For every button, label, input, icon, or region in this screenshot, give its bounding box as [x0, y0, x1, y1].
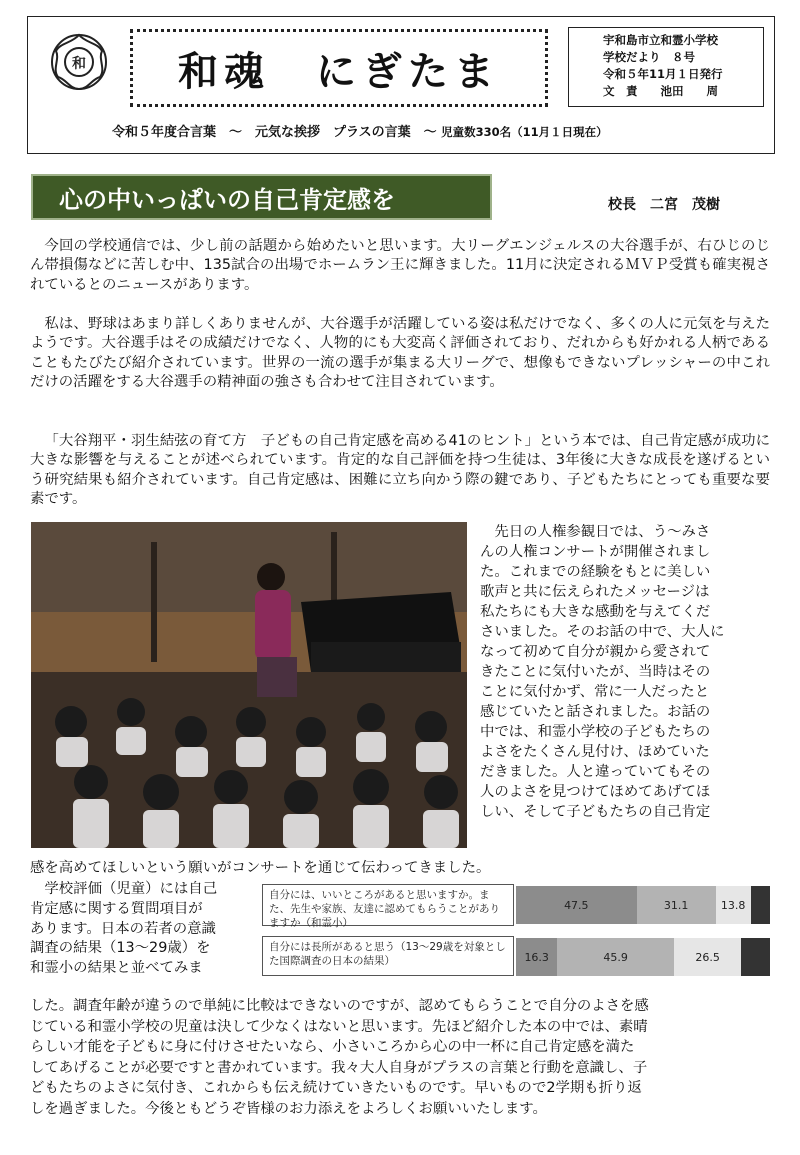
student-count: 児童数330名（11月１日現在）	[441, 125, 608, 139]
text-line: きたことに気付いたが、当時はその	[480, 664, 711, 680]
text-line: よさをたくさん見付け、ほめていた	[480, 744, 710, 760]
masthead	[27, 16, 775, 154]
bar-segment	[751, 886, 770, 924]
article-author: 校長 二宮 茂樹	[608, 197, 720, 213]
issue-date: 令和５年11月１日発行	[603, 67, 723, 81]
newsletter-title: 和魂 にぎたま	[178, 47, 500, 95]
text-line: 中では、和霊小学校の子どもたちの	[480, 724, 711, 740]
text-line: 私たちにも大きな感動を与えてくだ	[480, 604, 711, 620]
text-line: 肯定感に関する質問項目が	[30, 900, 203, 917]
bar-segment: 31.1	[637, 886, 716, 924]
text-line: しを過ぎました。今後ともどうぞ皆様のお力添えをよろしくお願いいたします。	[30, 1100, 547, 1117]
closing-text	[30, 996, 772, 1120]
paragraph-3: 「大谷翔平・羽生結弦の育て方 子どもの自己肯定感を高める41のヒント」という本では、自己肯定感が成功に大きな影響を与えることが述べられています。肯定的な自己評価を持つ生徒は、3年後に大きな成長を遂げるという研究結果も紹介されています。自己肯定感は、困難に立ち向かう際の鍵であり、子どもたちにとっても重要な要素です。	[30, 433, 770, 508]
school-motto: 令和５年度合言葉 ～ 元気な挨拶 プラスの言葉 ～ 児童数330名（11月１日現在）	[112, 125, 608, 140]
svg-text:和: 和	[72, 56, 86, 72]
text-line: 和霊小の結果と並べてみま	[30, 960, 203, 977]
publication-info	[568, 27, 764, 107]
text-line: 歌声と共に伝えられたメッセージは	[480, 584, 710, 600]
paragraph-1: 今回の学校通信では、少し前の話題から始めたいと思います。大リーグエンジェルスの大谷選手が、右ひじのじん帯損傷などに苦しむ中、135試合の出場でホームラン王に輝きました。11月に決定されるＭＶＰ受賞も確実視されているとのニュースがあります。	[30, 238, 770, 293]
paragraph-2: 私は、野球はあまり詳しくありませんが、大谷選手が活躍している姿は私だけでなく、多くの人に元気を与えたようです。大谷選手はその成績だけでなく、人物的にも大変高く評価されており、だれからも好かれる人柄であることもたびたび紹介されています。世界の一流の選手が集まる大リーグで、想像もできないプレッシャーの中これだけの活躍をする大谷選手の精神面の強さも合わせて注目されています。	[30, 316, 770, 391]
bar-segment: 13.8	[716, 886, 751, 924]
text-line: 調査の結果（13～29歳）を	[30, 940, 211, 957]
text-line: あります。日本の若者の意識	[30, 920, 216, 937]
text-line: しい、そして子どもたちの自己肯定	[480, 804, 711, 820]
concert-text	[480, 522, 770, 822]
survey-bar-1	[516, 886, 770, 924]
school-name: 宇和島市立和霊小学校	[603, 33, 718, 47]
survey-question-1: 自分には、いいところがあると思いますか。また、先生や家族、友達に認めてもらうことがありますか（和霊小）	[262, 884, 514, 926]
text-line: 感じていたと話されました。お話の	[480, 704, 711, 720]
bar-segment	[741, 938, 770, 976]
article-headline: 心の中いっぱいの自己肯定感を	[31, 174, 492, 220]
survey-chart	[262, 882, 770, 980]
survey-bar-2	[516, 938, 770, 976]
text-line: じている和霊小学校の児童は決して少なくはないと思います。先ほど紹介した本の中では、素晴	[30, 1018, 648, 1035]
text-line: さいました。そのお話の中で、大人に	[480, 624, 725, 640]
concert-photo	[31, 522, 467, 848]
text-line: らしい才能を子どもに身に付けさせたいなら、小さいころから心の中一杯に自己肯定感を満た	[30, 1039, 635, 1056]
text-line: してあげることが必要ですと書かれています。我々大人自身がプラスの言葉と行動を意識し、子	[30, 1059, 648, 1076]
text-line: 先日の人権参観日では、う～みさ	[480, 524, 711, 540]
text-line: 学校評価（児童）には自己	[30, 881, 218, 897]
text-line: した。調査年齢が違うので単純に比較はできないのですが、認めてもらうことで自分のよさを感	[30, 998, 649, 1014]
text-line: 人のよさを見つけてほめてあげてほ	[480, 784, 711, 800]
bar-segment: 16.3	[516, 938, 557, 976]
issue-number: 学校だより ８号	[603, 50, 695, 64]
text-line: 感を高めてほしいという願いがコンサートを通じて伝わってきました。	[30, 860, 491, 876]
bar-segment: 26.5	[674, 938, 741, 976]
survey-question-2: 自分には長所があると思う（13～29歳を対象とした国際調査の日本の結果）	[262, 936, 514, 976]
editor: 文 責 池田 周	[603, 84, 718, 98]
newsletter-title-frame	[130, 29, 548, 107]
text-line: んの人権コンサートが開催されまし	[480, 544, 711, 560]
bar-segment: 47.5	[516, 886, 637, 924]
text-line: ことに気付かず、常に一人だったと	[480, 684, 710, 700]
school-emblem-icon	[48, 31, 110, 93]
text-line: なって初めて自分が親から愛されて	[480, 644, 711, 660]
text-line: どもたちのよさに気付き、これからも伝え続けていきたいものです。早いもので2学期も折り返	[30, 1080, 642, 1097]
bar-segment: 45.9	[557, 938, 674, 976]
survey-intro-text	[30, 880, 260, 979]
text-line: だきました。人と違っていてもその	[480, 764, 711, 780]
text-line: た。これまでの経験をもとに美しい	[480, 564, 711, 580]
